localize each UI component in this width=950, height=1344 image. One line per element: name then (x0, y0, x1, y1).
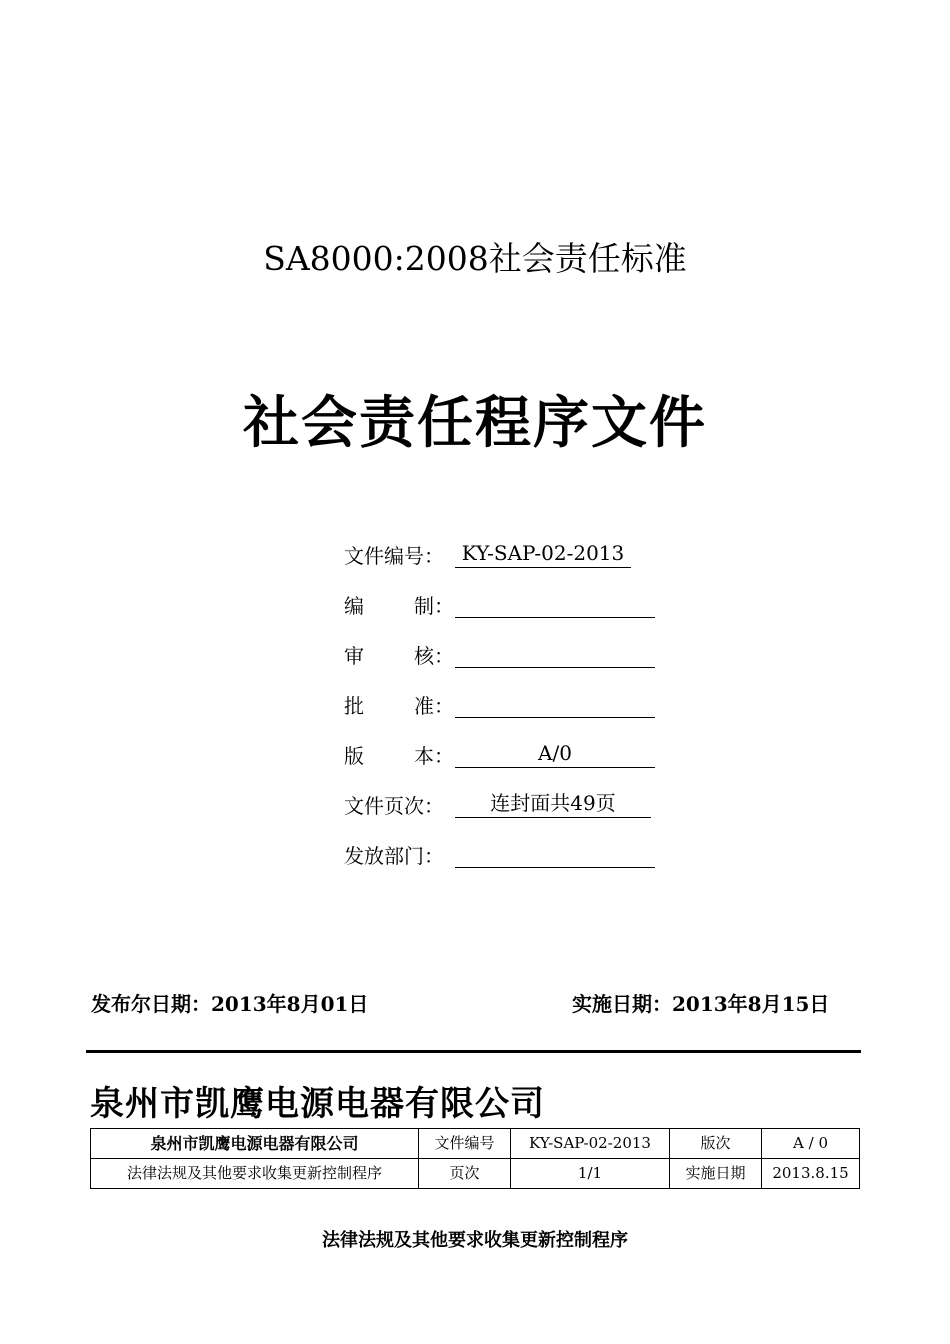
field-label: 版 本： (344, 744, 454, 768)
field-value (455, 840, 655, 868)
field-value (455, 690, 655, 718)
table-cell: 1/1 (511, 1159, 670, 1189)
field-value (455, 640, 655, 668)
table-row (91, 1129, 860, 1159)
field-label: 文件编号： (344, 544, 444, 568)
field-value (455, 590, 655, 618)
table-cell: A / 0 (762, 1129, 860, 1159)
field-label: 发放部门： (344, 844, 444, 868)
table-cell: 文件编号 (419, 1129, 511, 1159)
field-label: 审 核： (344, 644, 454, 668)
table-cell: 版次 (670, 1129, 762, 1159)
table-cell: KY-SAP-02-2013 (511, 1129, 670, 1159)
field-label: 编 制： (344, 594, 454, 618)
table-cell: 实施日期 (670, 1159, 762, 1189)
release-date: 发布尔日期：2013年8月01日 (91, 992, 369, 1016)
procedure-title: 法律法规及其他要求收集更新控制程序 (322, 1230, 628, 1251)
company-name: 泉州市凯鹰电源电器有限公司 (90, 1084, 545, 1124)
document-header-table (90, 1128, 860, 1189)
divider (86, 1050, 861, 1053)
effective-date: 实施日期：2013年8月15日 (572, 992, 830, 1016)
field-value: 连封面共49页 (455, 790, 651, 818)
table-row (91, 1159, 860, 1189)
field-value: A/0 (455, 740, 655, 768)
field-label: 批 准： (344, 694, 454, 718)
standard-title: SA8000:2008社会责任标准 (263, 239, 687, 278)
main-title: 社会责任程序文件 (243, 390, 707, 456)
table-cell: 2013.8.15 (762, 1159, 860, 1189)
field-label: 文件页次： (344, 794, 444, 818)
table-cell: 泉州市凯鹰电源电器有限公司 (91, 1129, 419, 1159)
table-cell: 页次 (419, 1159, 511, 1189)
table-cell: 法律法规及其他要求收集更新控制程序 (91, 1159, 419, 1189)
field-value: KY-SAP-02-2013 (455, 540, 631, 568)
